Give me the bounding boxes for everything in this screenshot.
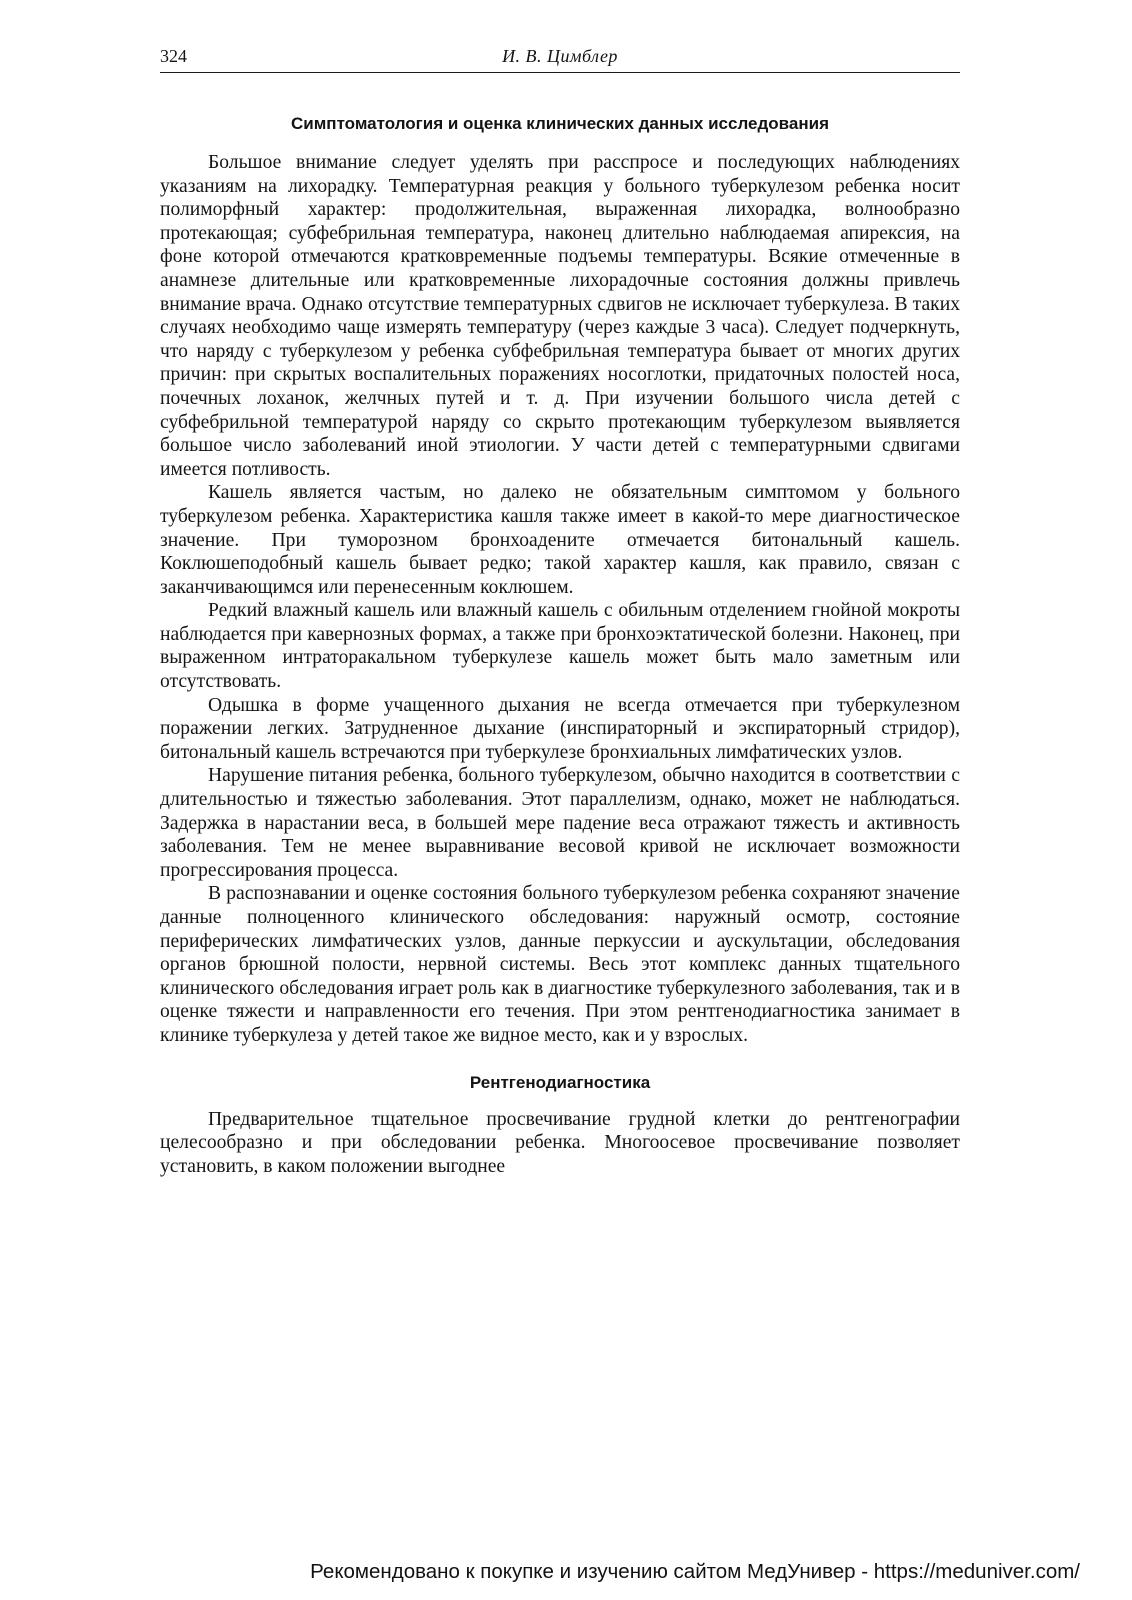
document-page [160, 42, 960, 1178]
footer-recommendation: Рекомендовано к покупке и изучению сайтом МедУнивер - https://meduniver.com/ [310, 1560, 1080, 1583]
paragraph-nutrition: Нарушение питания ребенка, больного туберкулезом, обычно находится в соответствии с длительностью и тяжестью заболевания. Этот параллелизм, однако, может не наблюдаться. Задержка в нарастании веса, в большей мере падение веса отражают тяжесть и активность заболевания. Тем не менее выравнивание весовой кривой не исключает возможности прогрессирования процесса. [160, 765, 960, 881]
running-title: И. В. Цимблер [502, 46, 618, 66]
running-header [160, 42, 960, 73]
section-body-symptomatology [160, 151, 960, 1048]
section-heading-radiodiagnostics: Рентгенодиагностика [469, 1072, 651, 1092]
page-number: 324 [160, 46, 187, 66]
paragraph-fever: Большое внимание следует уделять при расспросе и последующих наблюдениях указаниям на лихорадку. Температурная реакция у больного туберкулезом ребенка носит полиморфный характер: продолжительная, выраженная лихорадка, волнообразно протекающая; субфебрильная температура, наконец длительно наблюдаемая апирексия, на фоне которой отмечаются кратковременные подъемы температуры. Всякие отмеченные в анамнезе длительные или кратковременные лихорадочные состояния должны привлечь внимание врача. Однако отсутствие температурных сдвигов не исключает туберкулеза. В таких случаях необходимо чаще измерять температуру (через каждые 3 часа). Следует подчеркнуть, что наряду с туберкулезом у ребенка субфебрильная температура бывает от многих других причин: при скрытых воспалительных поражениях носоглотки, придаточных полостей носа, почечных лоханок, желчных путей и т. д. При изучении большого числа детей с субфебрильной температурой наряду со скрыто протекающим туберкулезом выявляется большое число заболеваний иной этиологии. У части детей с температурными сдвигами имеется потливость. [160, 152, 960, 480]
paragraph-cough: Кашель является частым, но далеко не обязательным симптомом у больного туберкулезом ребенка. Характеристика кашля также имеет в какой-то мере диагностическое значение. При туморозном бронхоадените отмечается битональный кашель. Коклюшеподобный кашель бывает редко; такой характер кашля, как правило, связан с заканчивающимся или перенесенным коклюшем. [160, 482, 960, 598]
paragraph-dyspnea: Одышка в форме учащенного дыхания не всегда отмечается при туберкулезном поражении легких. Затрудненное дыхание (инспираторный и экспираторный стридор), битональный кашель встречаются при туберкулезе бронхиальных лимфатических узлов. [160, 694, 960, 763]
paragraph-clinical-exam: В распознавании и оценке состояния больного туберкулезом ребенка сохраняют значение данные полноценного клинического обследования: наружный осмотр, состояние периферических лимфатических узлов, данные перкуссии и аускультации, обследования органов брюшной полости, нервной системы. Весь этот комплекс данных тщательного клинического обследования играет роль как в диагностике туберкулезного заболевания, так и в оценке тяжести и направленности его течения. При этом рентгенодиагностика занимает в клинике туберкулеза у детей такое же видное место, как и у взрослых. [160, 883, 960, 1046]
section-body-radiodiagnostics [160, 1108, 960, 1179]
section-heading-symptomatology: Симптоматология и оценка клинических данных исследования [291, 114, 829, 133]
paragraph-fluoroscopy: Предварительное тщательное просвечивание грудной клетки до рентгенографии целесообразно и при обследовании ребенка. Многоосевое просвечивание позволяет установить, в каком положении выгоднее [160, 1108, 960, 1177]
paragraph-wet-cough: Редкий влажный кашель или влажный кашель с обильным отделением гнойной мокроты наблюдается при кавернозных формах, а также при бронхоэктатической болезни. Наконец, при выраженном интраторакальном туберкулезе кашель может быть мало заметным или отсутствовать. [160, 600, 960, 693]
